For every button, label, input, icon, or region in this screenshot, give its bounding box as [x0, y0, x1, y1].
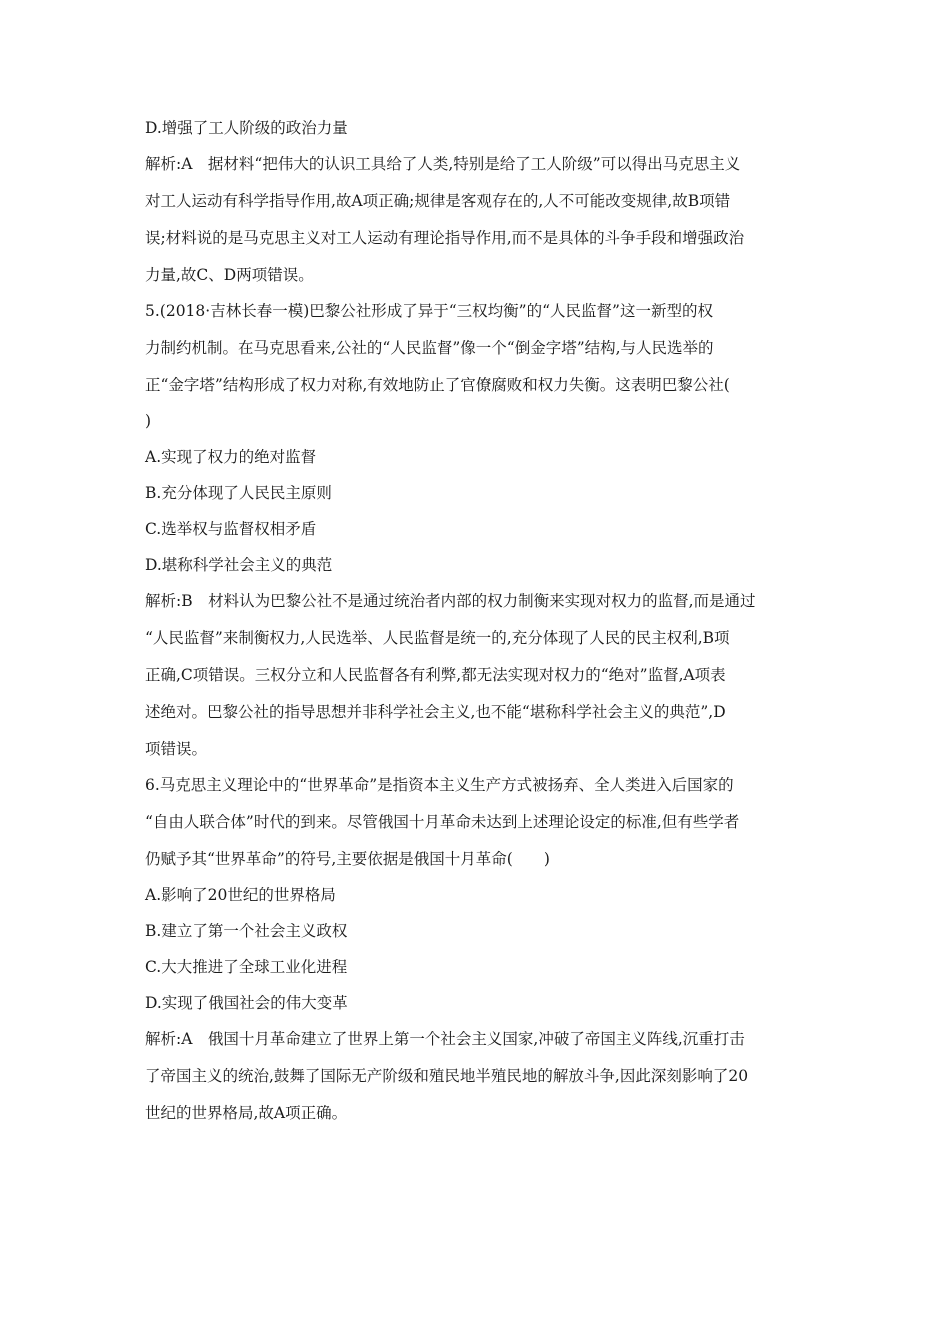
q4-analysis [145, 154, 810, 285]
q5-analysis-line: 解析:B 材料认为巴黎公社不是通过统治者内部的权力制衡来实现对权力的监督,而是通过 [145, 592, 756, 610]
q6-analysis-line: 解析:A 俄国十月革命建立了世界上第一个社会主义国家,冲破了帝国主义阵线,沉重打击 [145, 1030, 745, 1048]
q5-option-b: B.充分体现了人民民主原则 [145, 484, 332, 502]
document-page [145, 118, 810, 1123]
q6-analysis-line: 世纪的世界格局,故A项正确。 [145, 1104, 348, 1122]
q6-option-d: D.实现了俄国社会的伟大变革 [145, 994, 348, 1012]
q6-stem [145, 775, 810, 869]
q6-analysis [145, 1029, 810, 1123]
q5-stem-line: 力制约机制。在马克思看来,公社的“人民监督”像一个“倒金字塔”结构,与人民选举的 [145, 339, 714, 357]
q5-analysis-line: 述绝对。巴黎公社的指导思想并非科学社会主义,也不能“堪称科学社会主义的典范”,D [145, 703, 726, 721]
q4-option-d: D.增强了工人阶级的政治力量 [145, 119, 348, 137]
q6-stem-line: 仍赋予其“世界革命”的符号,主要依据是俄国十月革命( ) [145, 850, 550, 868]
q5-analysis-line: 项错误。 [145, 740, 208, 758]
q5-analysis-line: “人民监督”来制衡权力,人民选举、人民监督是统一的,充分体现了人民的民主权利,B项 [145, 629, 730, 647]
q5-stem-line: 5.(2018·吉林长春一模)巴黎公社形成了异于“三权均衡”的“人民监督”这一新型的权 [145, 302, 713, 320]
q5-option-a: A.实现了权力的绝对监督 [145, 448, 317, 466]
q5-option-c: C.选举权与监督权相矛盾 [145, 520, 317, 538]
q5-analysis [145, 591, 810, 759]
q6-option-b: B.建立了第一个社会主义政权 [145, 922, 348, 940]
q4-analysis-line: 误;材料说的是马克思主义对工人运动有理论指导作用,而不是具体的斗争手段和增强政治 [145, 229, 745, 247]
q4-analysis-line: 力量,故C、D两项错误。 [145, 266, 314, 284]
q4-analysis-line: 对工人运动有科学指导作用,故A项正确;规律是客观存在的,人不可能改变规律,故B项错 [145, 192, 731, 210]
q6-option-c: C.大大推进了全球工业化进程 [145, 958, 348, 976]
q5-stem-line: 正“金字塔”结构形成了权力对称,有效地防止了官僚腐败和权力失衡。这表明巴黎公社( [145, 376, 730, 394]
q6-stem-line: 6.马克思主义理论中的“世界革命”是指资本主义生产方式被扬弃、全人类进入后国家的 [145, 776, 734, 794]
q6-option-a: A.影响了20世纪的世界格局 [145, 886, 336, 904]
q5-option-d: D.堪称科学社会主义的典范 [145, 556, 333, 574]
q5-stem-line: ) [145, 412, 152, 430]
q5-stem [145, 301, 810, 431]
q6-stem-line: “自由人联合体”时代的到来。尽管俄国十月革命未达到上述理论设定的标准,但有些学者 [145, 813, 740, 831]
q6-analysis-line: 了帝国主义的统治,鼓舞了国际无产阶级和殖民地半殖民地的解放斗争,因此深刻影响了20 [145, 1067, 749, 1085]
q5-analysis-line: 正确,C项错误。三权分立和人民监督各有利弊,都无法实现对权力的“绝对”监督,A项表 [145, 666, 726, 684]
q4-analysis-line: 解析:A 据材料“把伟大的认识工具给了人类,特别是给了工人阶级”可以得出马克思主义 [145, 155, 741, 173]
